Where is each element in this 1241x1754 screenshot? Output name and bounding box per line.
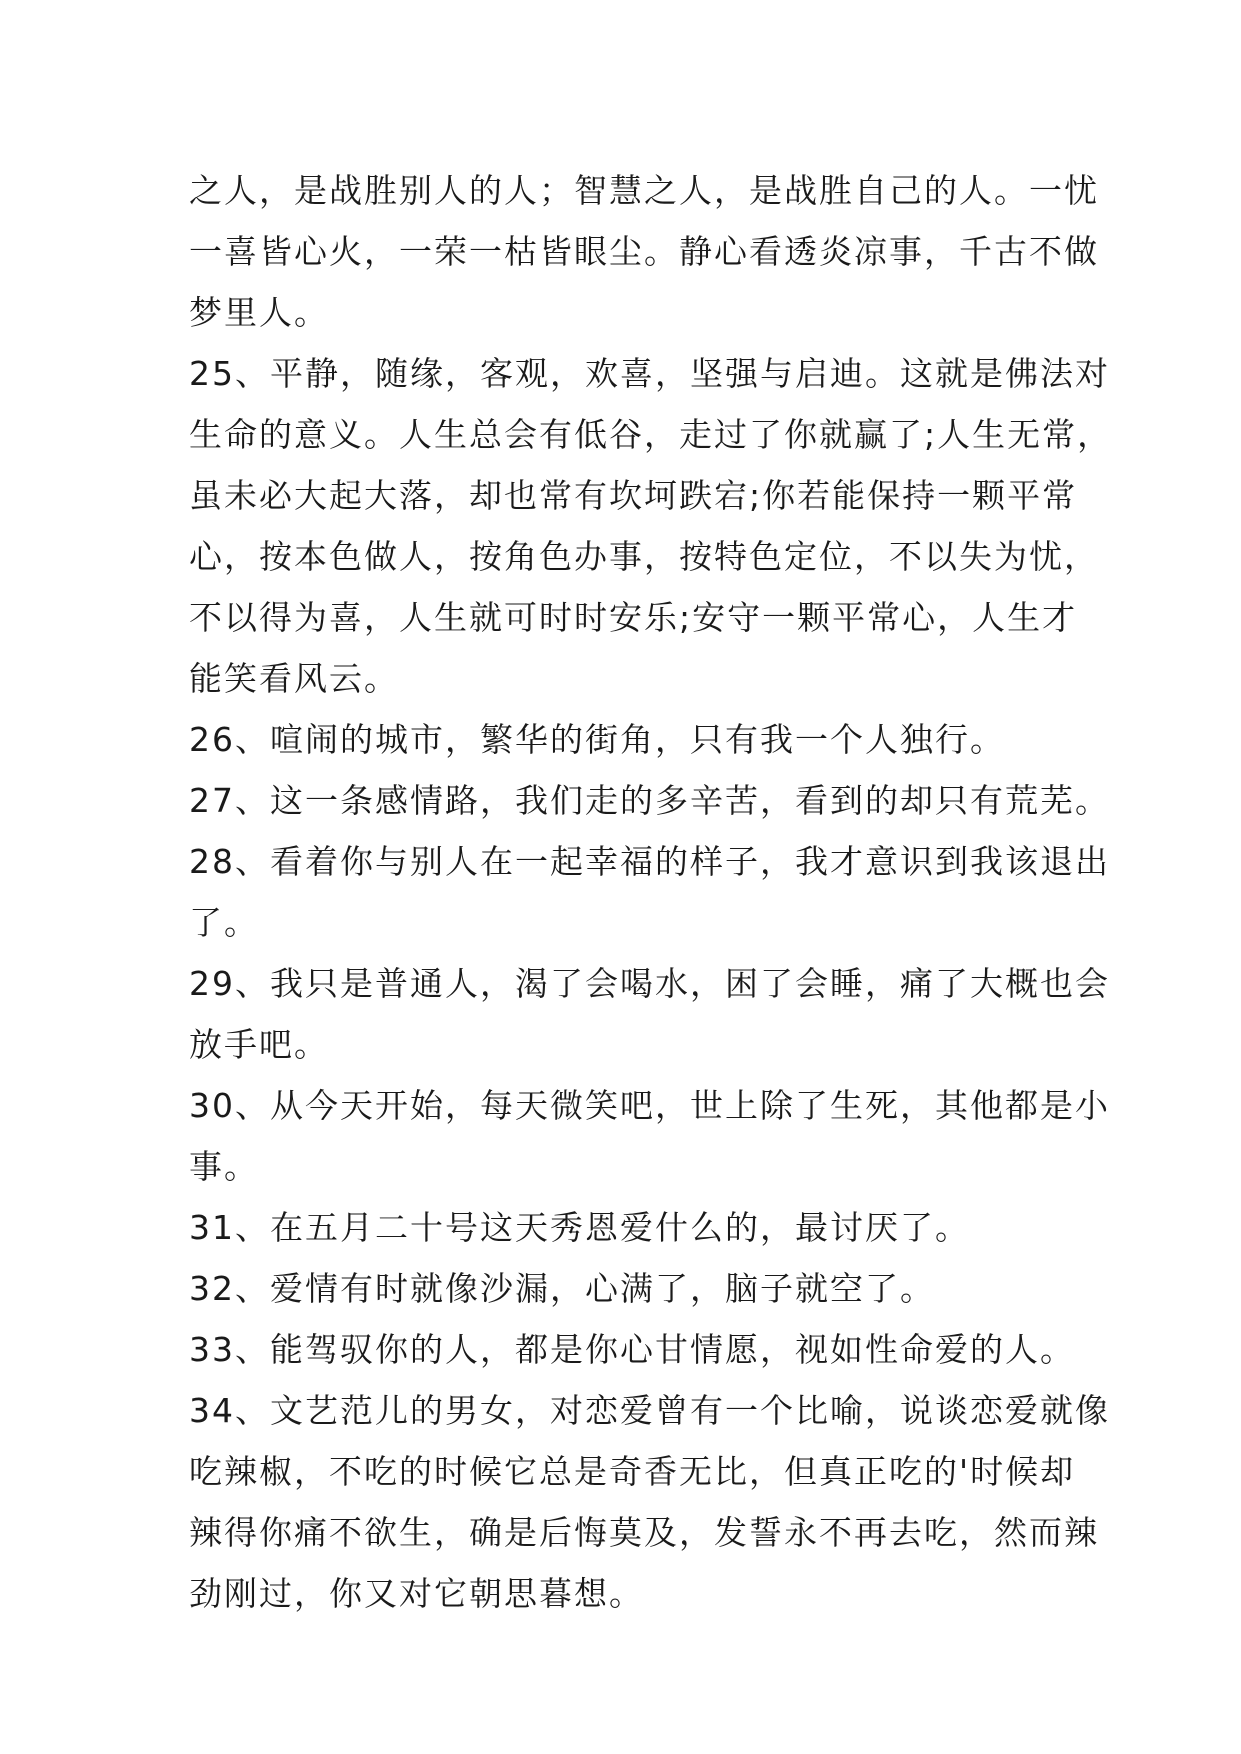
text-line: 不以得为喜，人生就可时时安乐;安守一颗平常心，人生才: [189, 598, 1078, 637]
text-line: 生命的意义。人生总会有低谷，走过了你就赢了;人生无常，: [189, 415, 1113, 454]
text-line: 心，按本色做人，按角色办事，按特色定位，不以失为忧，: [189, 537, 1099, 576]
text-line: 31、在五月二十号这天秀恩爱什么的，最讨厌了。: [189, 1208, 970, 1247]
text-line: 虽未必大起大落，却也常有坎坷跌宕;你若能保持一颗平常: [189, 476, 1078, 515]
text-line: 吃辣椒，不吃的时候它总是奇香无比，但真正吃的'时候却: [189, 1452, 1076, 1491]
text-line: 辣得你痛不欲生，确是后悔莫及，发誓永不再去吃，然而辣: [189, 1513, 1099, 1552]
text-line: 29、我只是普通人，渴了会喝水，困了会睡，痛了大概也会: [189, 964, 1110, 1003]
text-line: 事。: [189, 1147, 259, 1186]
text-line: 放手吧。: [189, 1025, 329, 1064]
text-line: 25、平静，随缘，客观，欢喜，坚强与启迪。这就是佛法对: [189, 354, 1110, 393]
text-line: 劲刚过，你又对它朝思暮想。: [189, 1574, 644, 1613]
text-line: 26、喧闹的城市，繁华的街角，只有我一个人独行。: [189, 720, 1005, 759]
document-body: [189, 160, 1113, 1624]
text-line: 了。: [189, 903, 259, 942]
text-line: 一喜皆心火，一荣一枯皆眼尘。静心看透炎凉事，千古不做: [189, 232, 1099, 271]
text-line: 27、这一条感情路，我们走的多辛苦，看到的却只有荒芜。: [189, 781, 1110, 820]
text-line: 30、从今天开始，每天微笑吧，世上除了生死，其他都是小: [189, 1086, 1110, 1125]
text-line: 能笑看风云。: [189, 659, 399, 698]
text-line: 之人，是战胜别人的人；智慧之人，是战胜自己的人。一忧: [189, 171, 1099, 210]
text-line: 34、文艺范儿的男女，对恋爱曾有一个比喻，说谈恋爱就像: [189, 1391, 1110, 1430]
text-line: 28、看着你与别人在一起幸福的样子，我才意识到我该退出: [189, 842, 1110, 881]
text-line: 33、能驾驭你的人，都是你心甘情愿，视如性命爱的人。: [189, 1330, 1075, 1369]
text-line: 32、爱情有时就像沙漏，心满了，脑子就空了。: [189, 1269, 935, 1308]
text-line: 梦里人。: [189, 293, 329, 332]
